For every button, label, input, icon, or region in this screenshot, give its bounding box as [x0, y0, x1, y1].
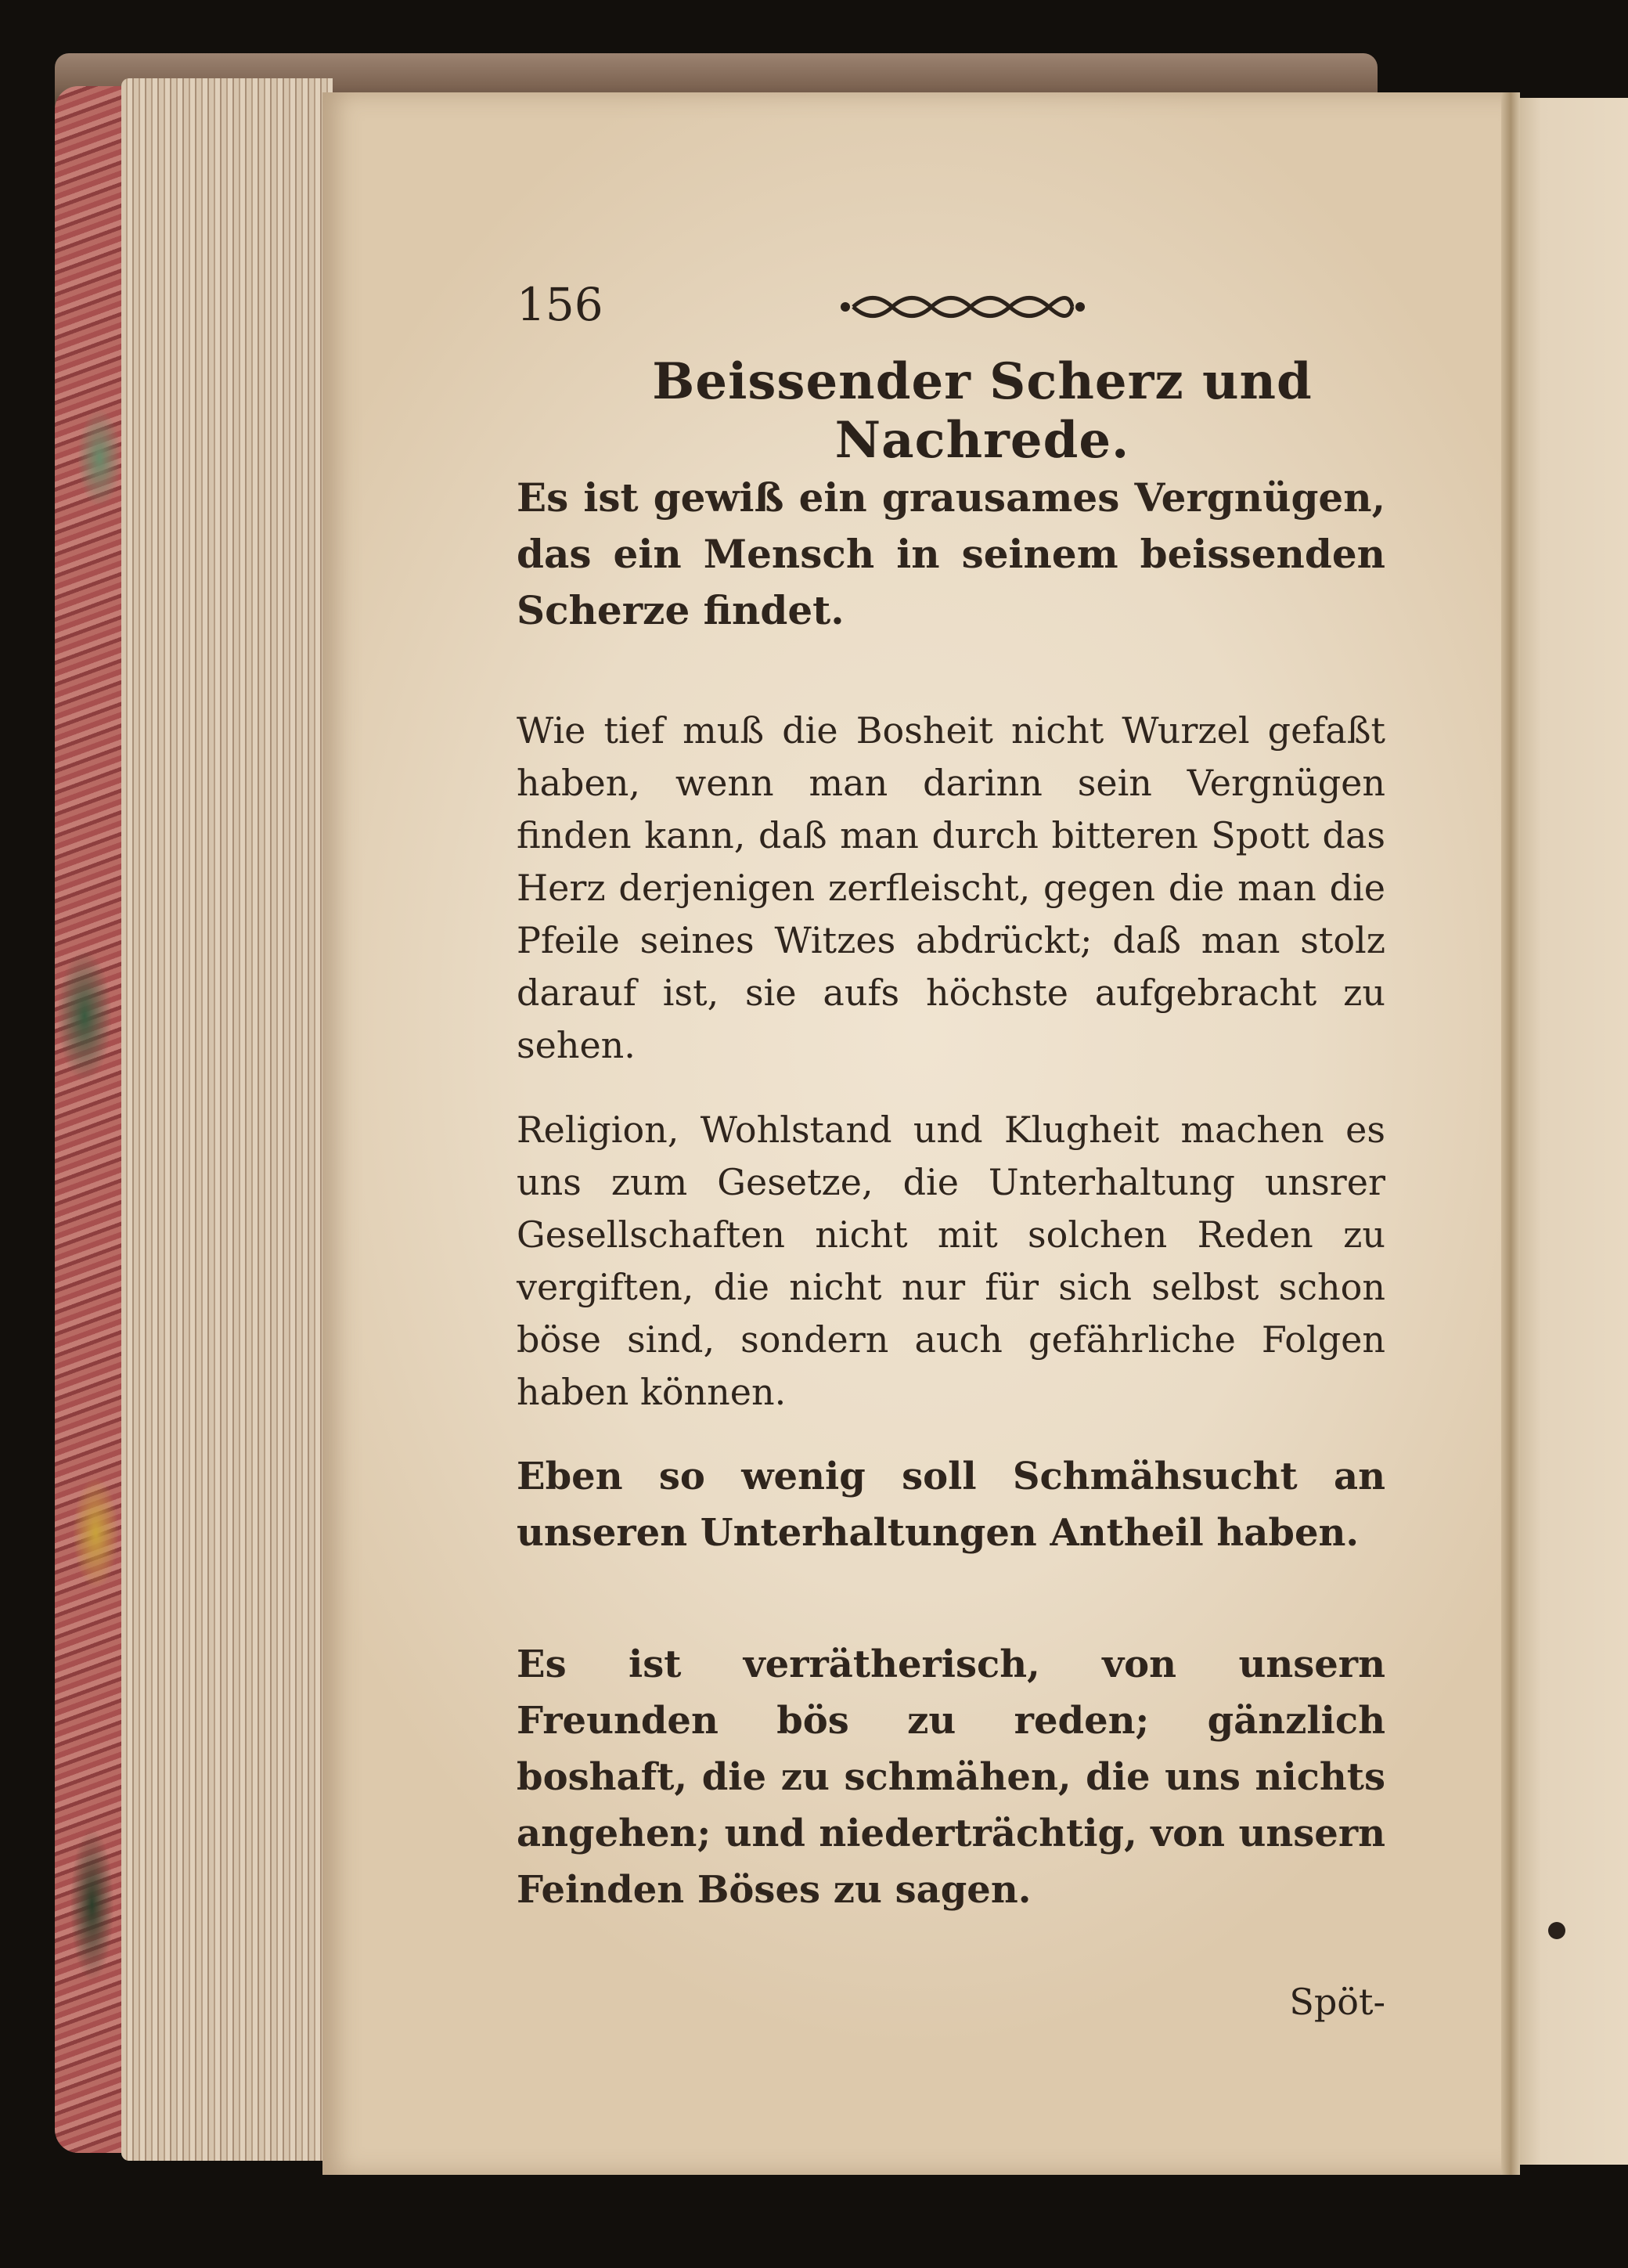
ornament-icon [837, 287, 1088, 326]
catchword: Spöt- [1289, 1981, 1385, 2023]
page-number: 156 [517, 278, 603, 331]
paragraph-5: Es ist verrätherisch, von unsern Freunden bös zu reden; gänzlich boshaft, die zu schmähen, die uns nichts angehen; und niederträchtig, von unsern Feinden Böses zu sagen. [517, 1642, 1385, 1912]
facing-page [1512, 98, 1628, 2165]
paragraph-3: Religion, Wohlstand und Klugheit machen es uns zum Gesetze, die Unterhaltung unsrer Gesellschaften nicht mit solchen Reden zu vergiften, die nicht nur für sich selbst schon böse sind, sondern auch gefährliche Folgen haben können. [517, 1109, 1385, 1413]
ink-spot [1548, 1922, 1565, 1939]
paragraph-1: Es ist gewiß ein grausames Vergnügen, das ein Mensch in seinem beissenden Scherze findet. [517, 474, 1385, 633]
paragraph-2: Wie tief muß die Bosheit nicht Wurzel gefaßt haben, wenn man darinn sein Vergnügen finden kann, daß man durch bitteren Spott das Herz derjenigen zerfleischt, gegen die man die Pfeile seines Witzes abdrückt; daß man stolz darauf ist, sie aufs höchste aufgebracht zu sehen. [517, 709, 1385, 1066]
page-header [517, 278, 1143, 341]
section-title: Beissender Scherz und Nachrede. [652, 352, 1313, 470]
paragraph-4: Eben so wenig soll Schmähsucht an unseren Unterhaltungen Antheil haben. [517, 1455, 1385, 1555]
gutter [1501, 92, 1520, 2175]
page-stack-edges [121, 78, 333, 2161]
book-cover-marbled [55, 86, 129, 2153]
